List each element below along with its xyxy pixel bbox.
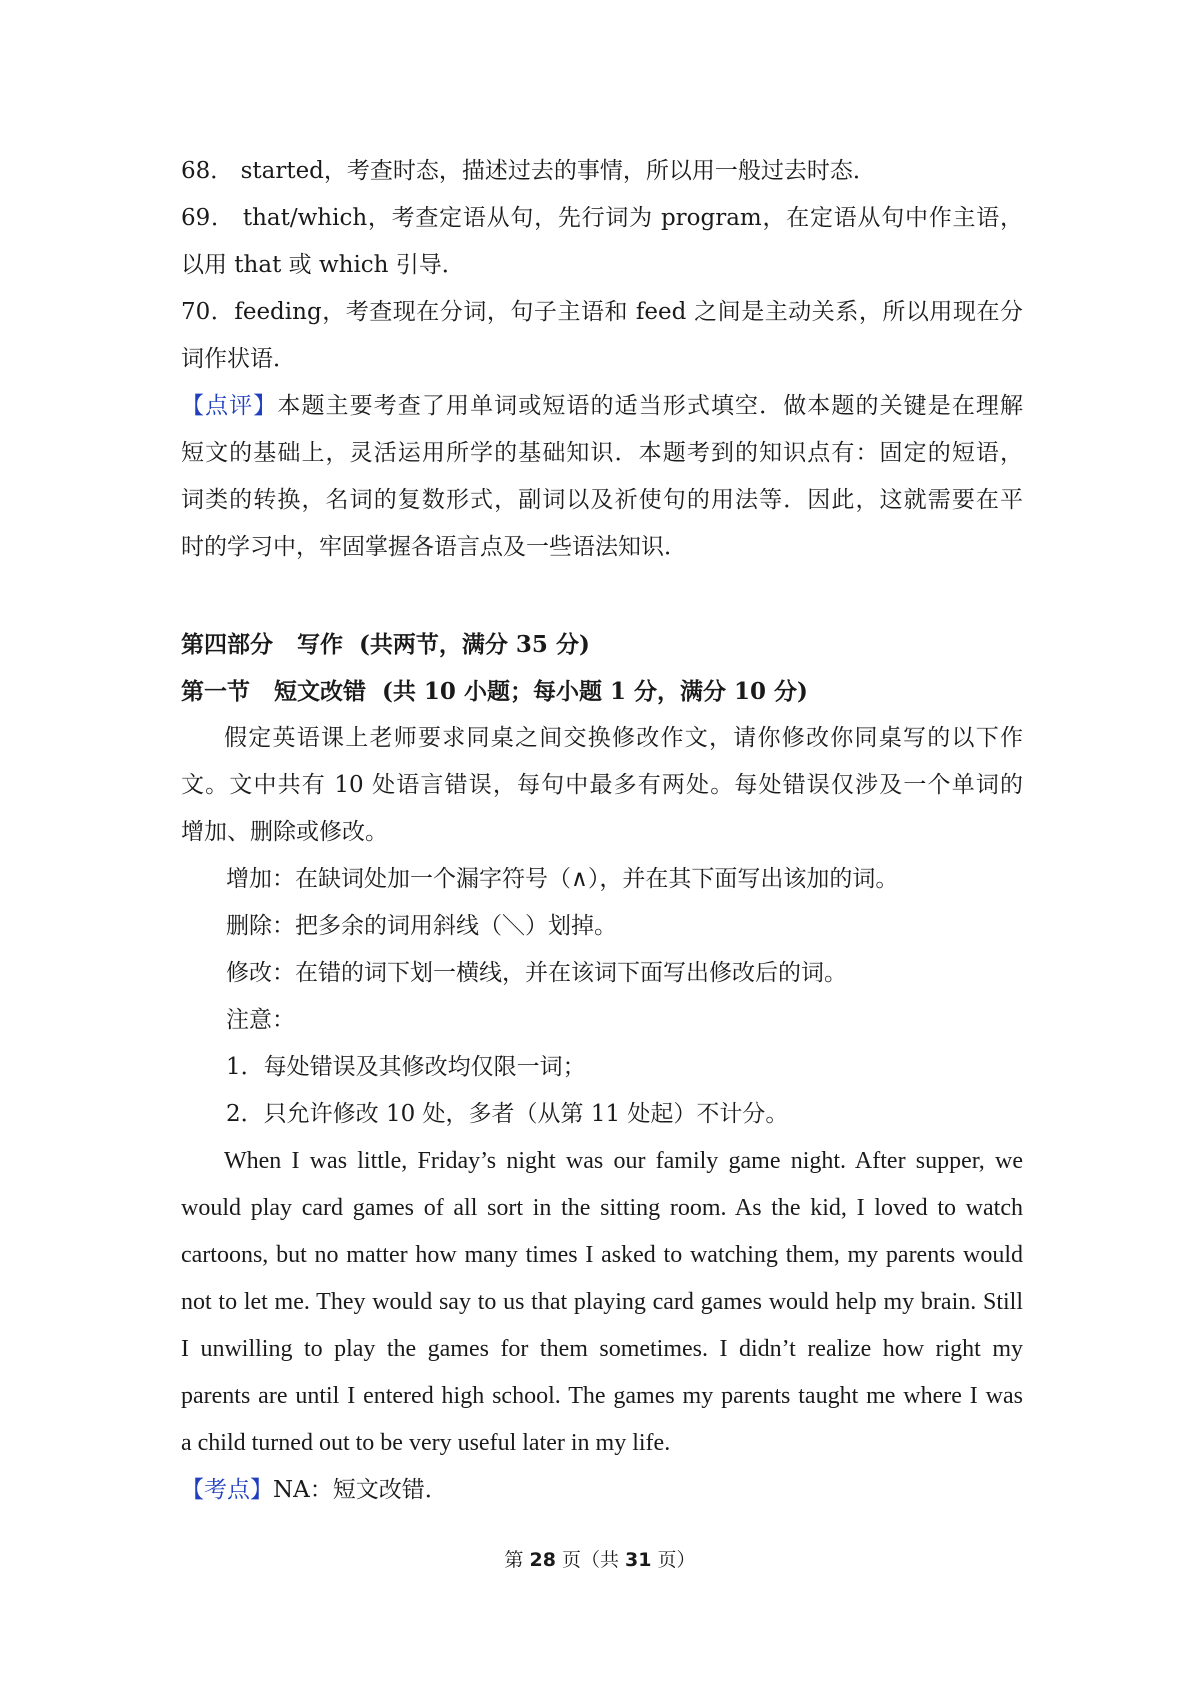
comment-line: 时的学习中，牢固掌握各语言点及一些语法知识．: [181, 534, 687, 560]
passage-line: cartoons, but no matter how many times I asked to watching them, my parents would: [181, 1242, 1023, 1268]
passage-line: not to let me. They would say to us that playing card games would help my brain. Still: [181, 1289, 1023, 1315]
footer-page-number: 28: [529, 1549, 556, 1571]
page-footer: [0, 1545, 1200, 1572]
comment-line: 词类的转换，名词的复数形式，副词以及祈使句的用法等．因此，这就需要在平: [181, 487, 1023, 513]
answer-68: 68． started，考查时态，描述过去的事情，所以用一般过去时态．: [181, 158, 876, 184]
answer-70: 70．feeding，考查现在分词，句子主语和 feed 之间是主动关系，所以用现在分: [181, 299, 1023, 325]
rule-line: 1．每处错误及其修改均仅限一词；: [226, 1054, 586, 1080]
passage-line: a child turned out to be very useful later in my life.: [181, 1430, 671, 1456]
rule-line: 注意：: [226, 1007, 295, 1033]
passage-line: parents are until I entered high school. The games my parents taught me where I was: [181, 1383, 1023, 1409]
footer-suffix: 页）: [657, 1549, 696, 1571]
passage-line: I unwilling to play the games for them sometimes. I didn’t realize how right my: [181, 1336, 1023, 1362]
instruction-line: 假定英语课上老师要求同桌之间交换修改作文，请你修改你同桌写的以下作: [224, 725, 1023, 751]
footer-middle: 页（共: [561, 1549, 619, 1571]
passage-line: When I was little, Friday’s night was our family game night. After supper, we: [224, 1148, 1023, 1174]
comment-first-line: [181, 383, 1023, 430]
rule-line: 删除：把多余的词用斜线（＼）划掉。: [226, 913, 617, 939]
page-content: [181, 148, 1023, 1514]
comment-tag: 【点评】: [181, 393, 278, 419]
sub-heading: 第一节 短文改错 (共 10 小题；每小题 1 分，满分 10 分): [181, 678, 808, 705]
answer-69-cont: 以用 that 或 which 引导．: [181, 252, 465, 278]
answer-70-cont: 词作状语．: [181, 346, 296, 372]
rule-line: 增加：在缺词处加一个漏字符号（∧），并在其下面写出该加的词。: [226, 866, 899, 892]
instruction-line: 增加、删除或修改。: [181, 819, 388, 845]
comment-text: 本题主要考查了用单词或短语的适当形式填空．做本题的关键是在理解: [277, 393, 1023, 419]
footer-prefix: 第: [504, 1549, 524, 1571]
kaodian-text: NA：短文改错．: [273, 1477, 448, 1503]
comment-line: 短文的基础上，灵活运用所学的基础知识．本题考到的知识点有：固定的短语，: [181, 440, 1023, 466]
part-heading: 第四部分 写作 (共两节，满分 35 分): [181, 631, 590, 658]
rule-line: 修改：在错的词下划一横线，并在该词下面写出修改后的词。: [226, 960, 847, 986]
instruction-line: 文。文中共有 10 处语言错误，每句中最多有两处。每处错误仅涉及一个单词的: [181, 772, 1023, 798]
kaodian-tag: 【考点】: [181, 1477, 273, 1503]
rule-line: 2．只允许修改 10 处，多者（从第 11 处起）不计分。: [226, 1101, 789, 1127]
answer-69: 69． that/which，考查定语从句，先行词为 program，在定语从句中作主语，: [181, 205, 1023, 231]
footer-total-pages: 31: [625, 1549, 652, 1571]
kaodian-line: [181, 1467, 1023, 1514]
passage-line: would play card games of all sort in the sitting room. As the kid, I loved to watch: [181, 1195, 1023, 1221]
